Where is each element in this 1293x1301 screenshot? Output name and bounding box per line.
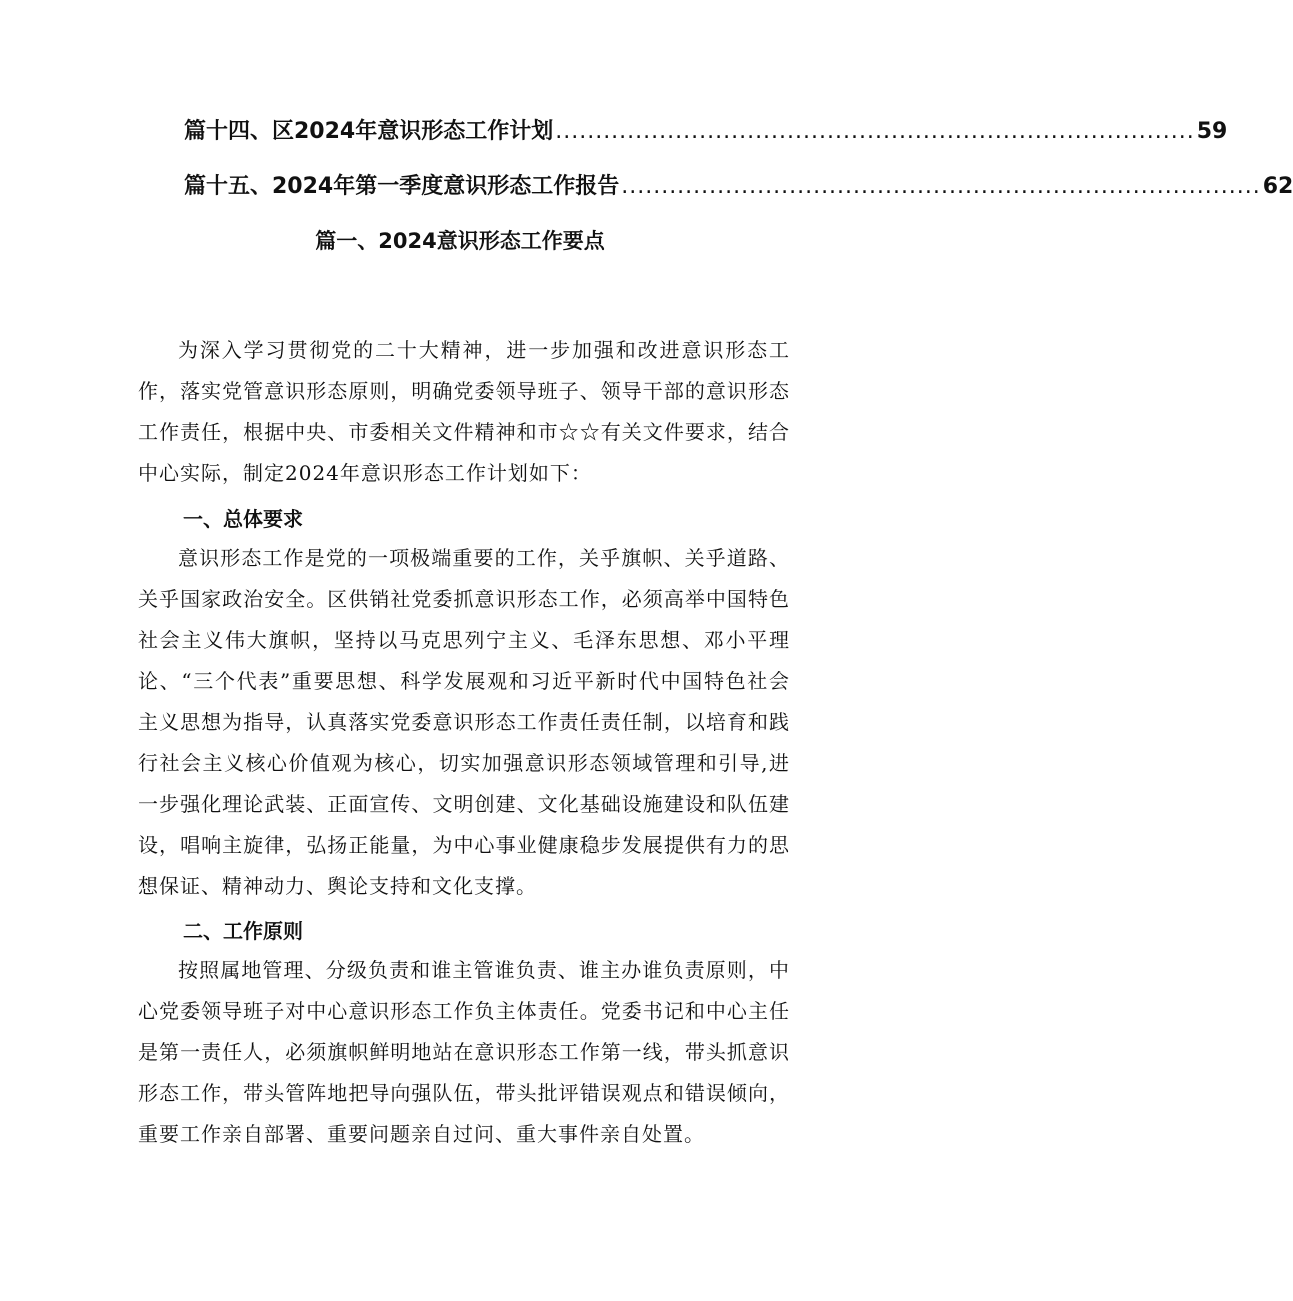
toc-entry[interactable]	[184, 172, 1293, 202]
section-paragraph: 按照属地管理、分级负责和谁主管谁负责、谁主办谁负责原则，中心党委领导班子对中心意识形态工作负主体责任。党委书记和中心主任是第一责任人，必须旗帜鲜明地站在意识形态工作第一线，带头抓意识形态工作，带头管阵地把导向强队伍，带头批评错误观点和错误倾向，重要工作亲自部署、重要问题亲自过问、重大事件亲自处置。	[138, 958, 790, 1146]
section-paragraph: 意识形态工作是党的一项极端重要的工作，关乎旗帜、关乎道路、关乎国家政治安全。区供销社党委抓意识形态工作，必须高举中国特色社会主义伟大旗帜，坚持以马克思列宁主义、毛泽东思想、邓小平理论、“三个代表”重要思想、科学发展观和习近平新时代中国特色社会主义思想为指导，认真落实党委意识形态工作责任责任制，以培育和践行社会主义核心价值观为核心，切实加强意识形态领域管理和引导,进一步强化理论武装、正面宣传、文明创建、文化基础设施建设和队伍建设，唱响主旋律，弘扬正能量，为中心事业健康稳步发展提供有力的思想保证、精神动力、舆论支持和文化支撑。	[138, 546, 790, 898]
toc-leader-dots: ................................................................................	[555, 119, 1195, 144]
section-heading: 一、总体要求	[183, 507, 303, 531]
toc-entry-page-number: 62	[1262, 174, 1293, 199]
toc-entry[interactable]	[184, 117, 1228, 147]
intro-paragraph: 为深入学习贯彻党的二十大精神，进一步加强和改进意识形态工作，落实党管意识形态原则，明确党委领导班子、领导干部的意识形态工作责任，根据中央、市委相关文件精神和市☆☆有关文件要求，结合中心实际，制定2024年意识形态工作计划如下：	[138, 338, 790, 485]
toc-entry-title: 篇十四、区2024年意识形态工作计划	[184, 119, 554, 144]
document-title: 篇一、2024意识形态工作要点	[315, 229, 605, 253]
toc-leader-dots: ................................................................................	[621, 174, 1261, 199]
section-heading: 二、工作原则	[183, 919, 303, 943]
toc-entry-page-number: 59	[1196, 119, 1228, 144]
toc-entry-title: 篇十五、2024年第一季度意识形态工作报告	[184, 174, 620, 199]
